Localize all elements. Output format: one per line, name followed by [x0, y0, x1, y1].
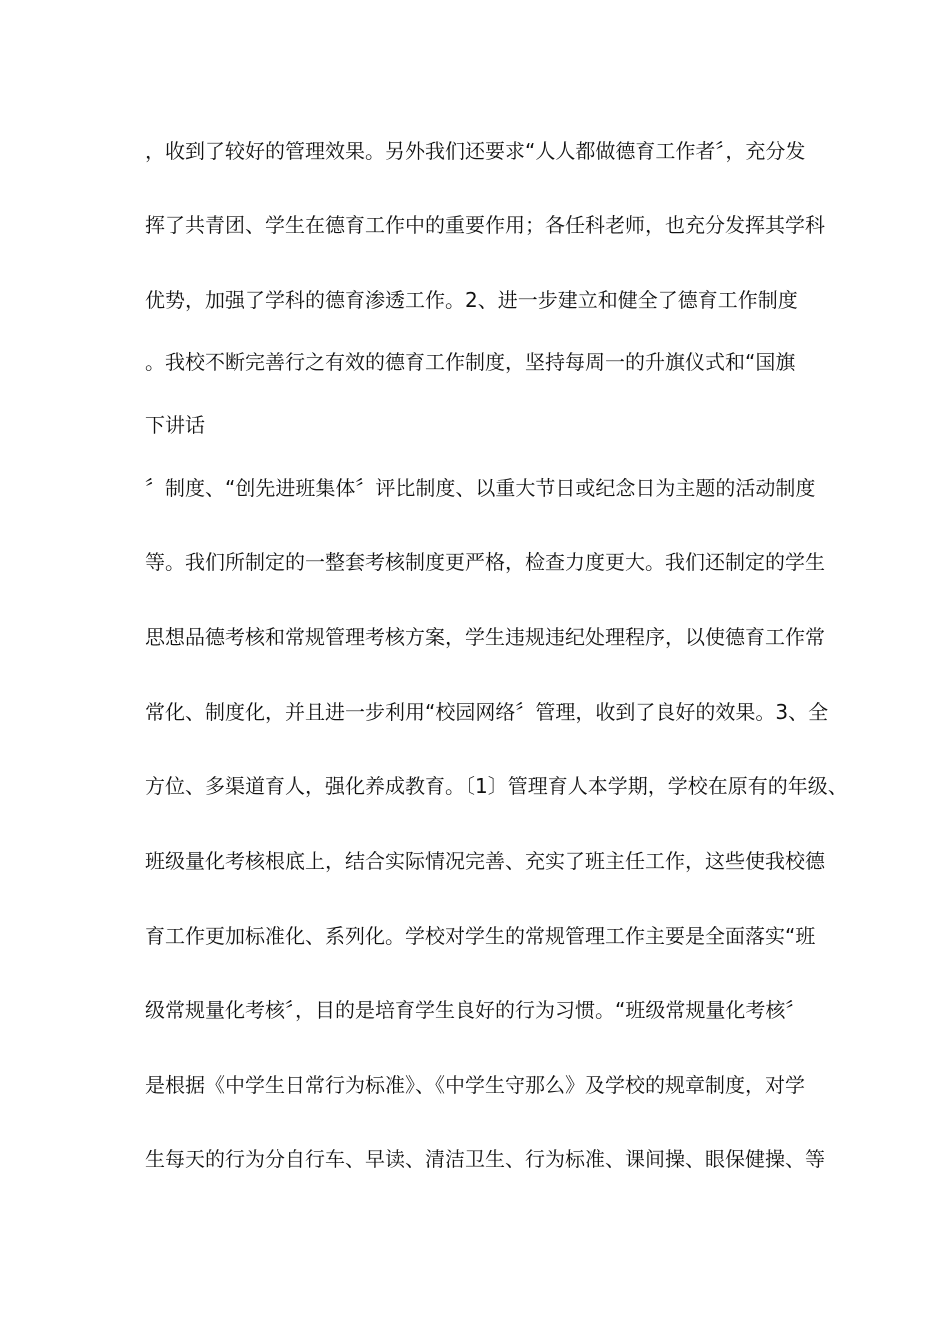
text-line-15: 生每天的行为分自行车、早读、清洁卫生、行为标准、课间操、眼保健操、等: [145, 1147, 825, 1171]
text-line-7: 等。我们所制定的一整套考核制度更严格，检查力度更大。我们还制定的学生: [145, 550, 825, 574]
text-line-3: 优势，加强了学科的德育渗透工作。2、进一步建立和健全了德育工作制度: [145, 288, 798, 312]
text-line-13: 级常规量化考核〞，目的是培育学生良好的行为习惯。“班级常规量化考核〞: [145, 998, 806, 1022]
text-line-6: 〞制度、“创先进班集体〞评比制度、以重大节日或纪念日为主题的活动制度: [145, 476, 816, 500]
text-line-9: 常化、制度化，并且进一步利用“校园网络〞管理，收到了良好的效果。3、全: [145, 700, 829, 724]
text-line-14: 是根据《中学生日常行为标准》、《中学生守那么》及学校的规章制度，对学: [145, 1073, 805, 1097]
text-line-2: 挥了共青团、学生在德育工作中的重要作用；各任科老师，也充分发挥其学科: [145, 213, 825, 237]
text-line-10: 方位、多渠道育人，强化养成教育。〔1〕管理育人本学期，学校在原有的年级、: [145, 774, 848, 798]
text-line-1: ，收到了较好的管理效果。另外我们还要求“人人都做德育工作者〞，充分发: [145, 139, 806, 163]
text-line-5: 下讲话: [145, 413, 205, 437]
text-line-11: 班级量化考核根底上，结合实际情况完善、充实了班主任工作，这些使我校德: [145, 849, 825, 873]
text-line-4: 。我校不断完善行之有效的德育工作制度，坚持每周一的升旗仪式和“国旗: [145, 350, 796, 374]
text-line-12: 育工作更加标准化、系列化。学校对学生的常规管理工作主要是全面落实“班: [145, 924, 816, 948]
text-line-8: 思想品德考核和常规管理考核方案，学生违规违纪处理程序，以使德育工作常: [145, 625, 825, 649]
